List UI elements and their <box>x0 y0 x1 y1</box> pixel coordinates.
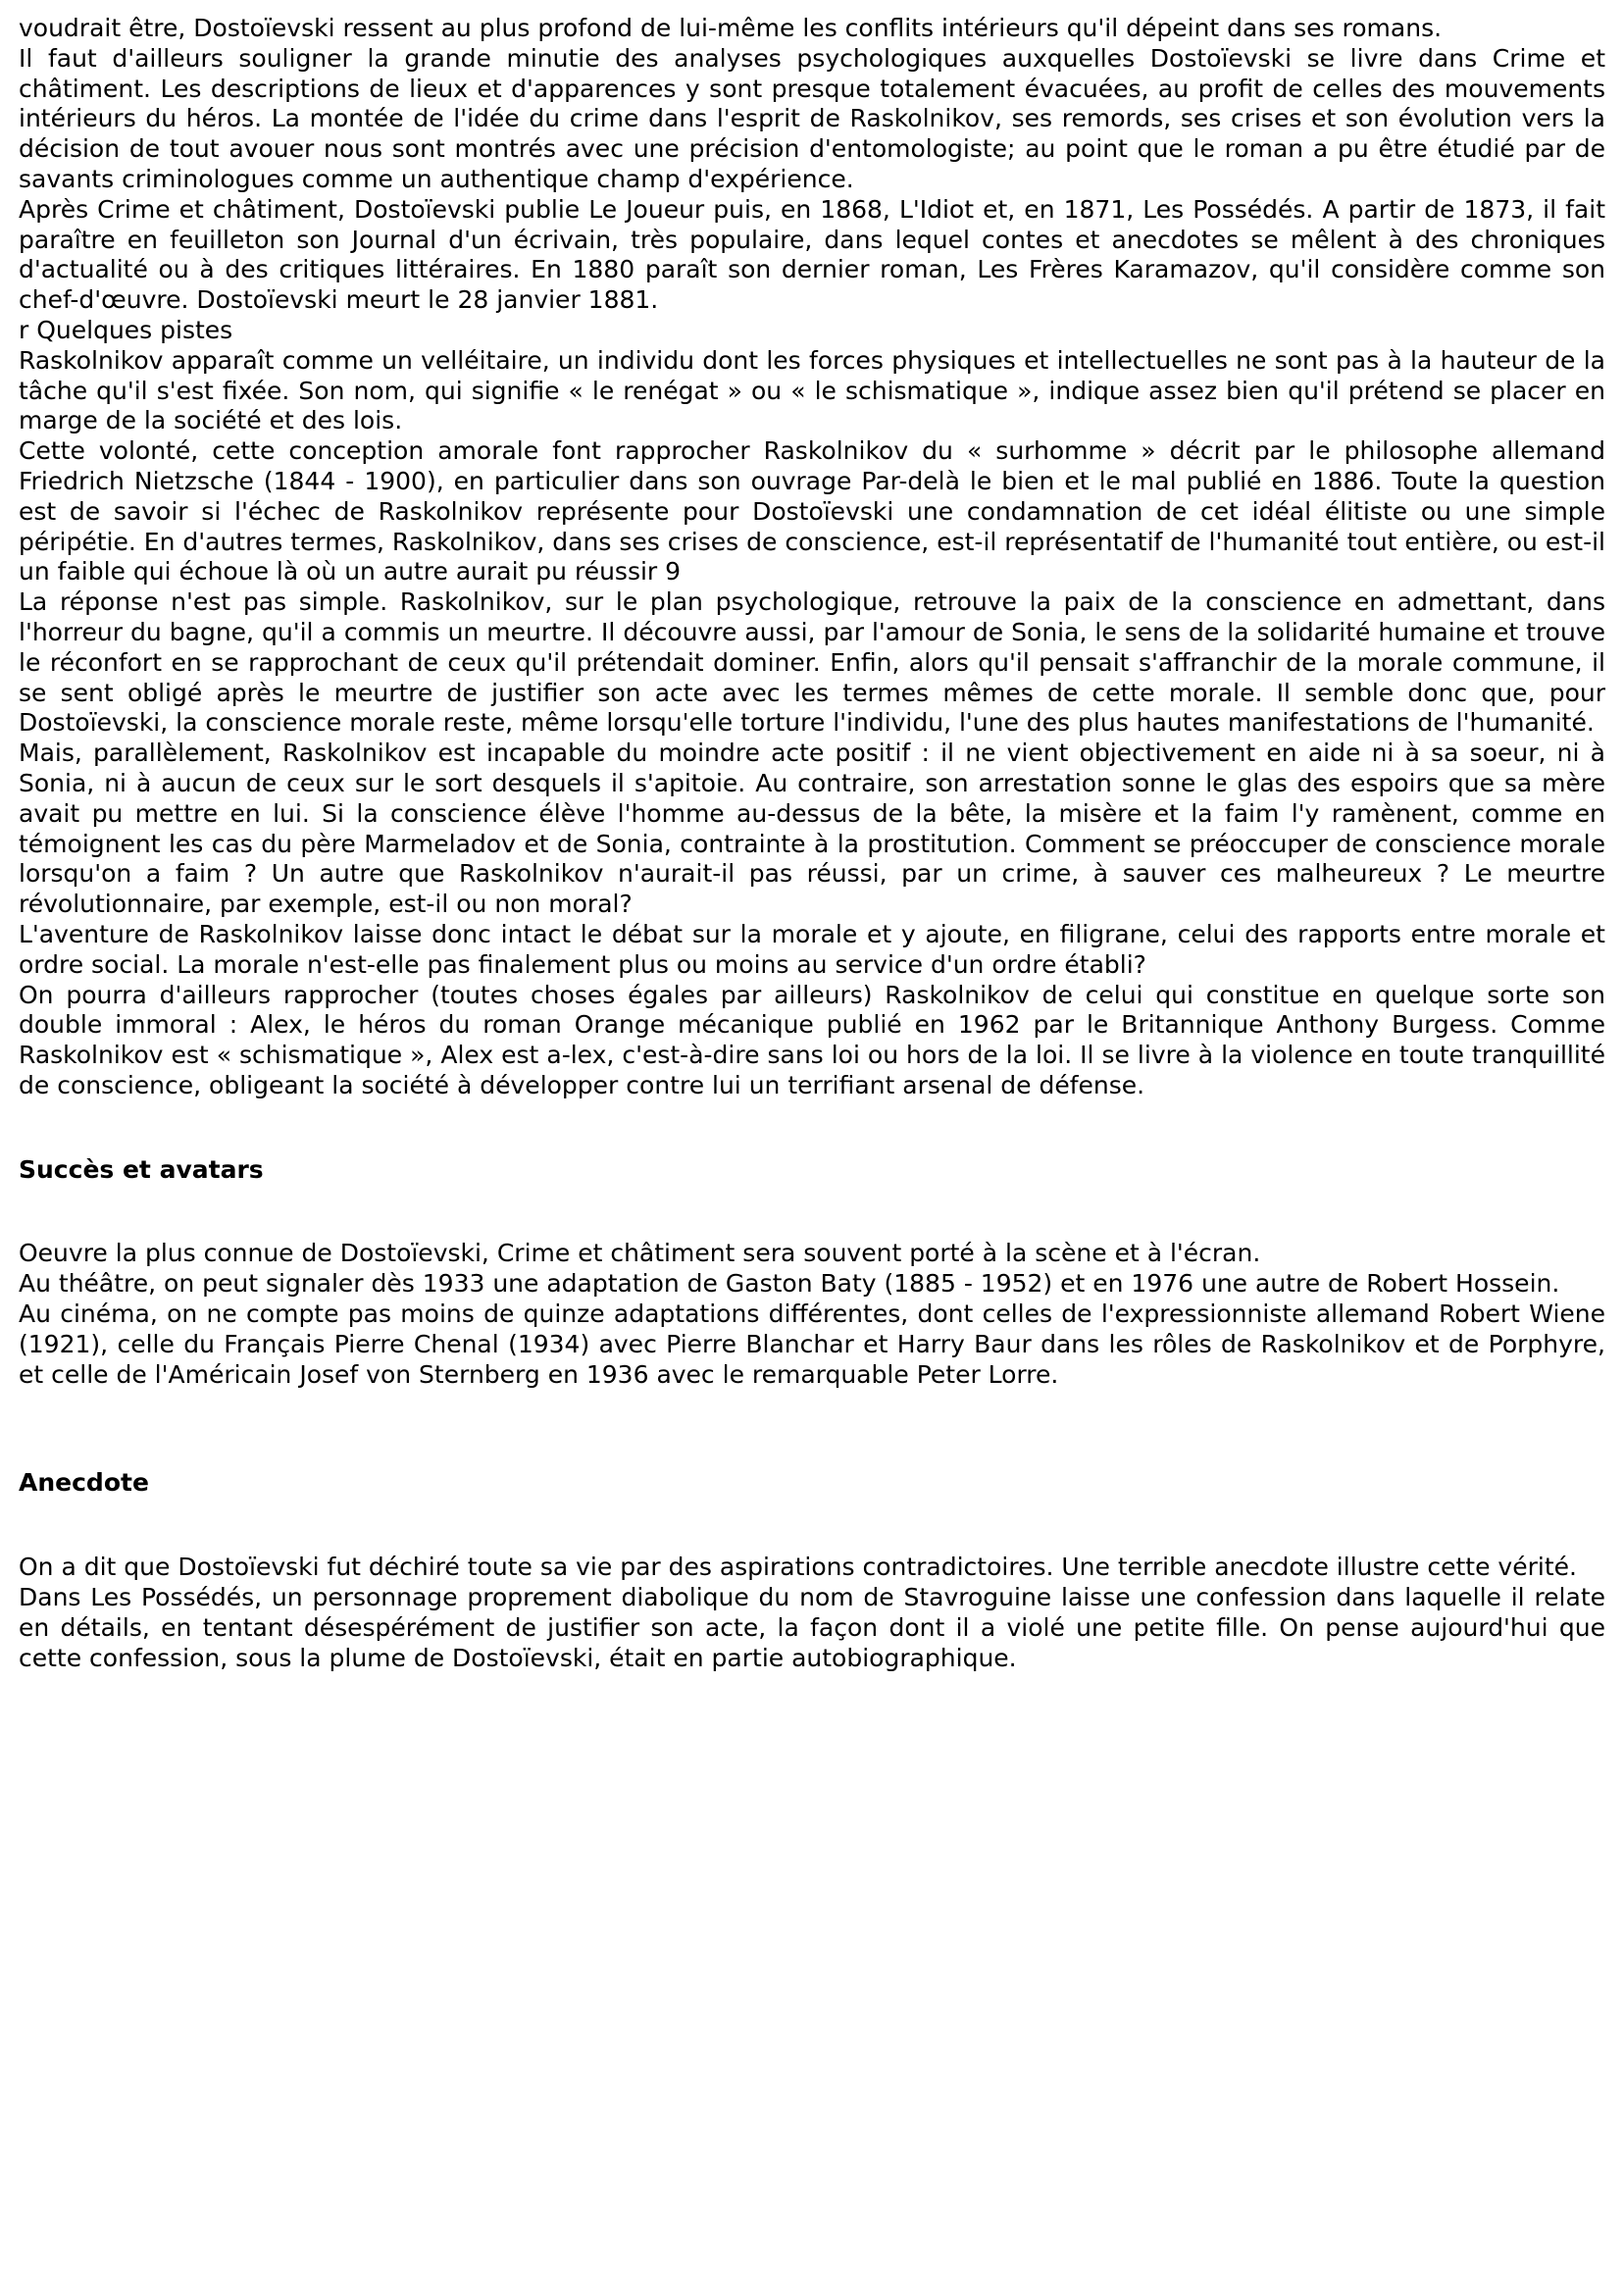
section-heading-anecdote: Anecdote <box>19 1468 149 1498</box>
paragraph: Mais, parallèlement, Raskolnikov est incapable du moindre acte positif : il ne vient objectivement en aide ni à sa soeur, ni à Sonia, ni à aucun de ceux sur le sort desquels il s'apitoie. Au contraire, son arrestation sonne le glas des espoirs que sa mère avait pu mettre en lui. Si la conscience élève l'homme au-dessus de la bête, la misère et la faim l'y ramènent, comme en témoignent les cas du père Marmeladov et de Sonia, contrainte à la prostitution. Comment se préoccuper de conscience morale lorsqu'on a faim ? Un autre que Raskolnikov n'aurait-il pas réussi, par un crime, à sauver ces malheureux ? Le meurtre révolutionnaire, par exemple, est-il ou non moral? <box>19 739 1605 919</box>
paragraph: Dans Les Possédés, un personnage proprement diabolique du nom de Stavroguine laisse une confession dans laquelle il relate en détails, en tentant désespérément de justifier son acte, la façon dont il a violé une petite fille. On pense aujourd'hui que cette confession, sous la plume de Dostoïevski, était en partie autobiographique. <box>19 1583 1605 1672</box>
paragraph: Au théâtre, on peut signaler dès 1933 une adaptation de Gaston Baty (1885 - 1952) et en 1976 une autre de Robert Hossein. <box>19 1269 1560 1299</box>
paragraph: voudrait être, Dostoïevski ressent au plus profond de lui-même les conflits intérieurs qu'il dépeint dans ses romans. <box>19 14 1443 42</box>
paragraph: L'aventure de Raskolnikov laisse donc intact le débat sur la morale et y ajoute, en filigrane, celui des rapports entre morale et ordre social. La morale n'est-elle pas finalement plus ou moins au service d'un ordre établi? <box>19 919 1605 979</box>
paragraph: Il faut d'ailleurs souligner la grande minutie des analyses psychologiques auxquelles Dostoïevski se livre dans Crime et châtiment. Les descriptions de lieux et d'apparences y sont presque totalement évacuées, au profit de celles des mouvements intérieurs du héros. La montée de l'idée du crime dans l'esprit de Raskolnikov, ses remords, ses crises et son évolution vers la décision de tout avouer nous sont montrés avec une précision d'entomologiste; au point que le roman a pu être étudié par de savants criminologues comme un authentique champ d'expérience. <box>19 43 1605 193</box>
section-heading-succes: Succès et avatars <box>19 1154 264 1184</box>
paragraph: Oeuvre la plus connue de Dostoïevski, Crime et châtiment sera souvent porté à la scène et à l'écran. <box>19 1239 1261 1268</box>
paragraph: Après Crime et châtiment, Dostoïevski publie Le Joueur puis, en 1868, L'Idiot et, en 1871, Les Possédés. A partir de 1873, il fait paraître en feuilleton son Journal d'un écrivain, très populaire, dans lequel contes et anecdotes se mêlent à des chroniques d'actualité ou à des critiques littéraires. En 1880 paraît son dernier roman, Les Frères Karamazov, qu'il considère comme son chef-d'œuvre. Dostoïevski meurt le 28 janvier 1881. <box>19 194 1605 315</box>
paragraph: Raskolnikov apparaît comme un velléitaire, un individu dont les forces physiques et intellectuelles ne sont pas à la hauteur de la tâche qu'il s'est fixée. Son nom, qui signifie « le renégat » ou « le schismatique », indique assez bien qu'il prétend se placer en marge de la société et des lois. <box>19 345 1605 435</box>
paragraph: La réponse n'est pas simple. Raskolnikov, sur le plan psychologique, retrouve la paix de la conscience en admettant, dans l'horreur du bagne, qu'il a commis un meurtre. Il découvre aussi, par l'amour de Sonia, le sens de la solidarité humaine et trouve le réconfort en se rapprochant de ceux qu'il prétendait dominer. Enfin, alors qu'il pensait s'affranchir de la morale commune, il se sent obligé après le meurtre de justifier son acte avec les termes mêmes de cette morale. Il semble donc que, pour Dostoïevski, la conscience morale reste, même lorsqu'elle torture l'individu, l'une des plus hautes manifestations de l'humanité. <box>19 587 1605 738</box>
paragraph: Cette volonté, cette conception amorale font rapprocher Raskolnikov du « surhomme » décrit par le philosophe allemand Friedrich Nietzsche (1844 - 1900), en particulier dans son ouvrage Par-delà le bien et le mal publié en 1886. Toute la question est de savoir si l'échec de Raskolnikov représente pour Dostoïevski une condamnation de cet idéal élitiste ou une simple péripétie. En d'autres termes, Raskolnikov, dans ses crises de conscience, est-il représentatif de l'humanité tout entière, ou est-il un faible qui échoue là où un autre aurait pu réussir 9 <box>19 436 1605 586</box>
paragraph: On a dit que Dostoïevski fut déchiré toute sa vie par des aspirations contradictoires. Une terrible anecdote illustre cette vérité. <box>19 1553 1577 1582</box>
subsection-label: r Quelques pistes <box>19 315 233 344</box>
paragraph: Au cinéma, on ne compte pas moins de quinze adaptations différentes, dont celles de l'expressionniste allemand Robert Wiene (1921), celle du Français Pierre Chenal (1934) avec Pierre Blanchar et Harry Baur dans les rôles de Raskolnikov et de Porphyre, et celle de l'Américain Josef von Sternberg en 1936 avec le remarquable Peter Lorre. <box>19 1300 1605 1389</box>
document-page <box>19 14 1605 1673</box>
paragraph: On pourra d'ailleurs rapprocher (toutes choses égales par ailleurs) Raskolnikov de celui qui constitue en quelque sorte son double immoral : Alex, le héros du roman Orange mécanique publié en 1962 par le Britannique Anthony Burgess. Comme Raskolnikov est « schismatique », Alex est a-lex, c'est-à-dire sans loi ou hors de la loi. Il se livre à la violence en toute tranquillité de conscience, obligeant la société à développer contre lui un terrifiant arsenal de défense. <box>19 980 1605 1099</box>
